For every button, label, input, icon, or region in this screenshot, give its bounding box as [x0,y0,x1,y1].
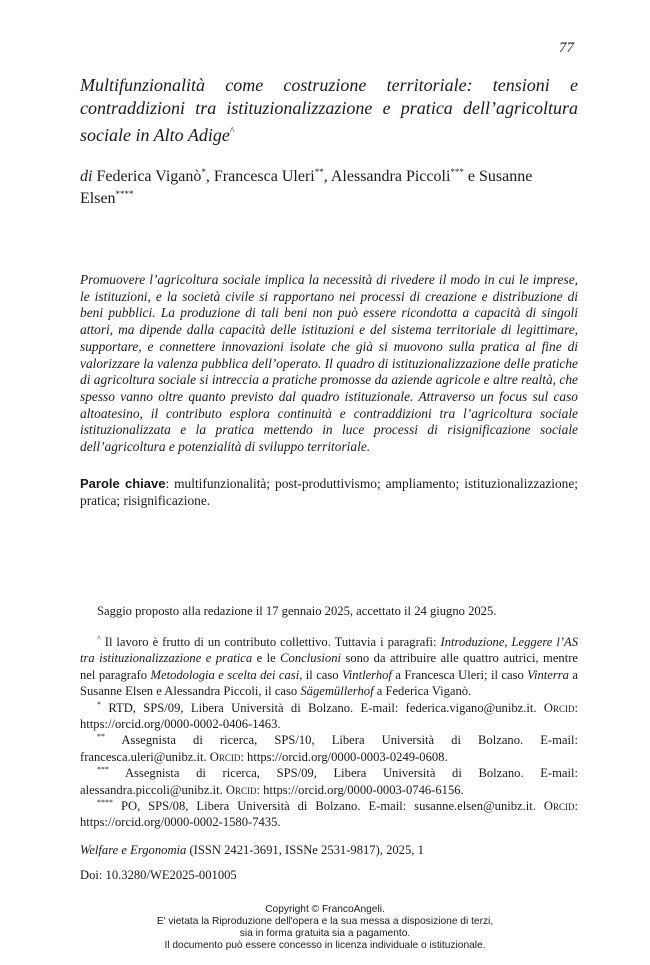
footnote [80,700,578,733]
author-name: Susanne Elsen [80,168,533,207]
footnote-text: , il caso [299,667,343,682]
footnote-italic: Vintlerhof [342,667,392,682]
footnote-marker: **** [97,798,113,808]
copyright-line: Copyright © FrancoAngeli. [265,904,385,915]
journal-details: (ISSN 2421-3691, ISSNe 2531-9817), 2025, 1 [186,843,424,857]
byline-prefix: di [80,168,93,185]
orcid-link[interactable]: : https://orcid.org/0000-0003-0746-6156. [256,782,464,797]
orcid-link[interactable]: : https://orcid.org/0000-0003-0249-0608. [240,749,448,764]
journal-name: Welfare e Ergonomia [80,843,187,857]
author-footnote-marker: ** [314,167,324,177]
page-number: 77 [559,40,574,56]
copyright-line: E' vietata la Riproduzione dell'opera e la sua messa a disposizione di terzi, [156,916,494,928]
doi: Doi: 10.3280/WE2025-001005 [80,868,237,882]
orcid-link[interactable]: : https://orcid.org/0000-0002-1580-7435. [80,799,579,830]
abstract: Promuovere l’agricoltura sociale implica la necessità di rivedere il modo in cui le imprese, le istituzioni, e la società civile si rapportano nei processi di creazione e distribuzione di beni pubblici. La produzione di tali beni non può essere ricondotta a capacità di singoli attori, ma dipende dalla capacità delle istituzioni e del sistema territoriale di legittimare, supportare, e connettere innovazioni isolate che già si muovono sulla pratica al fine di valorizzare la valenza pubblica dell’operato. Il quadro di istituzionalizzazione delle pratiche di agricoltura sociale si intreccia a pratiche promosse da aziende agricole e altre realtà, che spesso vanno oltre quanto previsto dal quadro istituzionale. Attraverso un focus sul caso altoatesino, il contributo esplora continuità e contraddizioni tra l’agricoltura sociale istituzionalizzata e la pratica mettendo in luce processi di risignificazione sociale dell’agricoltura e potenzialità di sviluppo territoriale. [80,272,578,455]
author-byline [80,166,578,210]
author-name: Federica Viganò [96,168,202,185]
footnote-text: e le [252,651,281,666]
footnote [80,634,578,700]
journal-citation [80,843,424,858]
author-separator: , [323,168,331,185]
footnote-italic: Sägemüllerhof [300,684,374,699]
author-name: Francesca Uleri [213,168,315,185]
footnote-marker: * [97,699,101,709]
keywords-text: : multifunzionalità; post-produttivismo; ampliamento; istituzionalizzazione; pratica; risignificazione. [80,476,579,508]
keywords [80,476,578,509]
footnotes [80,634,578,831]
title-text: Multifunzionalità come costruzione territoriale: tensioni e contraddizioni tra istituzionalizzazione e pratica dell’agricoltura sociale in Alto Adige [80,75,578,145]
footnote-text: Assegnista di ricerca, SPS/10, Libera Università di Bolzano. E-mail: francesca.uleri@unibz.it. [80,733,578,764]
submission-note: Saggio proposto alla redazione il 17 gennaio 2025, accettato il 24 giugno 2025. [97,604,497,618]
footnote-text: a Susanne Elsen e Alessandra Piccoli, il caso [80,667,578,699]
author-footnote-marker: **** [115,189,134,199]
copyright-line: sia in forma gratuita sia a pagamento. [239,928,411,940]
orcid-label: Orcid [225,782,257,797]
author-name: Alessandra Piccoli [330,168,451,185]
author-footnote-marker: * [201,167,206,177]
author-separator: e [463,168,479,185]
footnote-italic: Conclusioni [280,651,341,666]
author-separator: , [205,168,214,185]
title-footnote-marker: ^ [229,126,235,137]
article-title [80,74,578,147]
footnote-italic: Introduzione, Leggere l’AS tra istituzionalizzazione e pratica [80,635,578,666]
orcid-label: Orcid [543,700,575,715]
footnote-text: a Federica Viganò. [373,684,472,699]
footnote-text: Il lavoro è frutto di un contributo collettivo. Tuttavia i paragrafi: [104,635,441,649]
footnote-marker: *** [97,765,109,775]
footnote-marker: ** [97,732,105,742]
footnote-italic: Vinterra [527,667,569,682]
orcid-label: Orcid [543,799,575,814]
footnote [80,765,578,798]
footnote-text: Assegnista di ricerca, SPS/09, Libera Università di Bolzano. E-mail: alessandra.piccoli@unibz.it. [80,766,578,797]
orcid-link[interactable]: : https://orcid.org/0000-0002-0406-1463. [80,700,578,732]
orcid-label: Orcid [209,749,241,764]
keywords-label: Parole chiave [80,476,166,491]
footnote [80,798,578,831]
footnote [80,732,578,765]
footnote-text: a Francesca Uleri; il caso [391,667,528,682]
footnote-text: RTD, SPS/09, Libera Università di Bolzano. E-mail: federica.vigano@unibz.it. [108,700,537,715]
footnote-italic: Metodologia e scelta dei casi [150,667,300,682]
footnote-marker: ^ [97,634,101,643]
footnote-text: PO, SPS/08, Libera Università di Bolzano. E-mail: susanne.elsen@unibz.it. [120,799,536,814]
footnote-text: sono da attribuire alle quattro autrici, mentre nel paragrafo [80,651,578,682]
copyright-line: Il documento può essere concesso in licenza individuale o istituzionale. [164,940,486,952]
author-footnote-marker: *** [450,167,464,177]
copyright-notice [0,904,650,952]
